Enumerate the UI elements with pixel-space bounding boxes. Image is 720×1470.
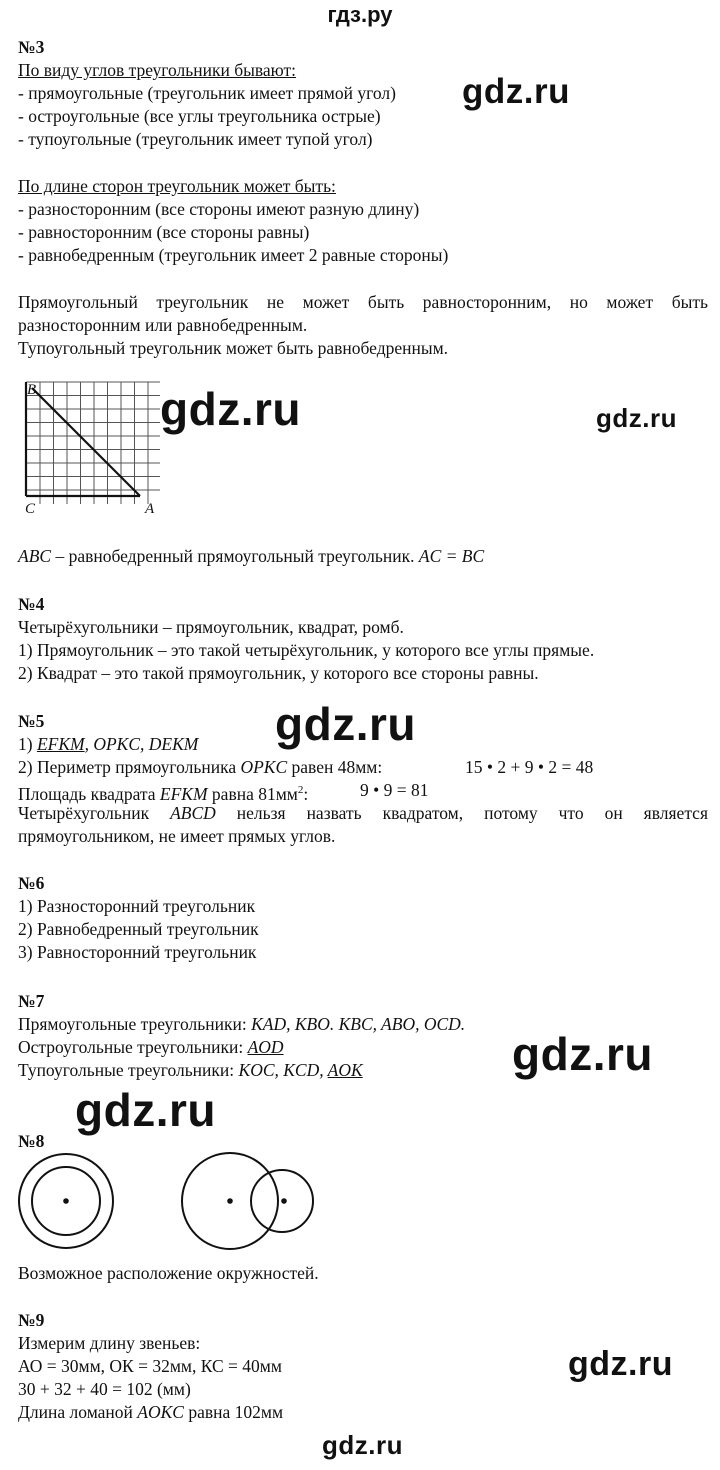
text-line: Четырёхугольники – прямоугольник, квадрат, ромб. xyxy=(18,617,404,637)
area-exponent: 2 xyxy=(297,784,304,796)
watermark: gdz.ru xyxy=(160,383,301,435)
watermark: gdz.ru xyxy=(512,1028,653,1080)
text-line xyxy=(18,1401,283,1423)
label: Остроугольные треугольники: xyxy=(18,1037,248,1057)
task-number: №9 xyxy=(18,1310,45,1330)
perimeter-prefix: 2) Периметр прямоугольника xyxy=(18,757,241,777)
text-part: Четырёхугольник xyxy=(18,803,171,823)
perimeter-value: равен 48мм: xyxy=(287,757,383,777)
watermark: gdz.ru xyxy=(462,72,570,111)
text-line xyxy=(18,733,198,755)
sides-title: По длине сторон треугольник может быть: xyxy=(18,176,336,196)
list-item: - разносторонним (все стороны имеют разную длину) xyxy=(18,199,420,219)
text-part: равна 102мм xyxy=(183,1402,284,1422)
list-item: 2) Равнобедренный треугольник xyxy=(18,919,259,939)
watermark: gdz.ru xyxy=(75,1084,216,1136)
vertex-label-a: A xyxy=(145,501,155,516)
watermark: gdz.ru xyxy=(275,698,416,750)
circles-figure xyxy=(18,1148,338,1254)
vertex-label-b: B xyxy=(27,382,37,398)
watermark: gdz.ru xyxy=(568,1345,673,1383)
area-prefix: Площадь квадрата xyxy=(18,783,160,804)
label: Тупоугольные треугольники: xyxy=(18,1060,239,1080)
area-colon: : xyxy=(303,783,309,804)
triangle-grid-figure xyxy=(18,374,163,516)
text-line xyxy=(18,1036,284,1058)
polyline-name: AOKC xyxy=(137,1402,184,1422)
paragraph-line xyxy=(18,802,708,825)
triangle-list: AOD xyxy=(247,1037,284,1057)
label: Прямоугольные треугольники: xyxy=(18,1014,252,1034)
quad-name: ABCD xyxy=(170,803,216,823)
paragraph xyxy=(18,291,708,314)
list-item: - равносторонним (все стороны равны) xyxy=(18,222,310,242)
list-item: 3) Равносторонний треугольник xyxy=(18,942,257,962)
figure-caption xyxy=(18,545,484,567)
caption-text: – равнобедренный прямоугольный треугольник. xyxy=(51,546,419,566)
list-item: - тупоугольные (треугольник имеет тупой угол) xyxy=(18,129,373,149)
text-line xyxy=(18,779,308,805)
watermark: gdz.ru xyxy=(596,403,677,433)
text-part: нельзя назвать квадратом, потому что он является xyxy=(215,803,708,823)
task-number: №7 xyxy=(18,991,45,1011)
paragraph-line: прямоугольником, не имеет прямых углов. xyxy=(18,826,336,846)
triangle-list: KOC, KCD, xyxy=(238,1060,328,1080)
text-line: 1) Прямоугольник – это такой четырёхугольник, у которого все углы прямые. xyxy=(18,640,595,660)
task-number: №6 xyxy=(18,873,45,893)
task-number: №5 xyxy=(18,711,45,731)
text-line xyxy=(18,1013,465,1035)
site-header: гдз.ру xyxy=(327,2,393,27)
task-number: №4 xyxy=(18,594,45,614)
paragraph-line: Прямоугольный треугольник не может быть равносторонним, но может быть xyxy=(18,292,708,312)
square-name: EFKM xyxy=(36,734,85,754)
vertex-label-c: C xyxy=(25,501,36,516)
text-line: 30 + 32 + 40 = 102 (мм) xyxy=(18,1379,191,1399)
perimeter-calc: 15 • 2 + 9 • 2 = 48 xyxy=(465,757,594,777)
paragraph xyxy=(18,802,708,825)
item-prefix: 1) xyxy=(18,734,37,754)
watermark: gdz.ru xyxy=(322,1430,403,1460)
paragraph-line: Тупоугольный треугольник может быть равнобедренным. xyxy=(18,338,449,358)
rectangle-name: OPKC xyxy=(240,757,288,777)
list-item: - прямоугольные (треугольник имеет прямой угол) xyxy=(18,83,396,103)
triangle-list: AOK xyxy=(327,1060,363,1080)
list-item: 1) Разносторонний треугольник xyxy=(18,896,256,916)
triangle-name: ABC xyxy=(18,546,52,566)
text-line: 2) Квадрат – это такой прямоугольник, у которого все стороны равны. xyxy=(18,663,539,683)
paragraph-line: разносторонним или равнобедренным. xyxy=(18,315,308,335)
figure-caption: Возможное расположение окружностей. xyxy=(18,1263,319,1283)
text-line: АО = 30мм, ОК = 32мм, КС = 40мм xyxy=(18,1356,282,1376)
rectangle-names: , OPKC, DEKM xyxy=(84,734,199,754)
area-value: равна 81мм xyxy=(207,783,298,804)
text-line xyxy=(18,756,382,778)
square-name: EFKM xyxy=(159,783,208,804)
list-item: - остроугольные (все углы треугольника острые) xyxy=(18,106,381,126)
caption-equality: AC = BC xyxy=(418,546,485,566)
text-line xyxy=(18,1059,363,1081)
task-number: №3 xyxy=(18,37,45,57)
text-part: Длина ломаной xyxy=(18,1402,138,1422)
area-calc: 9 • 9 = 81 xyxy=(360,780,429,800)
task-number: №8 xyxy=(18,1131,45,1151)
triangle-list: KAD, KBO. KBC, ABO, OCD. xyxy=(251,1014,466,1034)
text-line: Измерим длину звеньев: xyxy=(18,1333,201,1353)
list-item: - равнобедренным (треугольник имеет 2 равные стороны) xyxy=(18,245,449,265)
angles-title: По виду углов треугольники бывают: xyxy=(18,60,297,80)
